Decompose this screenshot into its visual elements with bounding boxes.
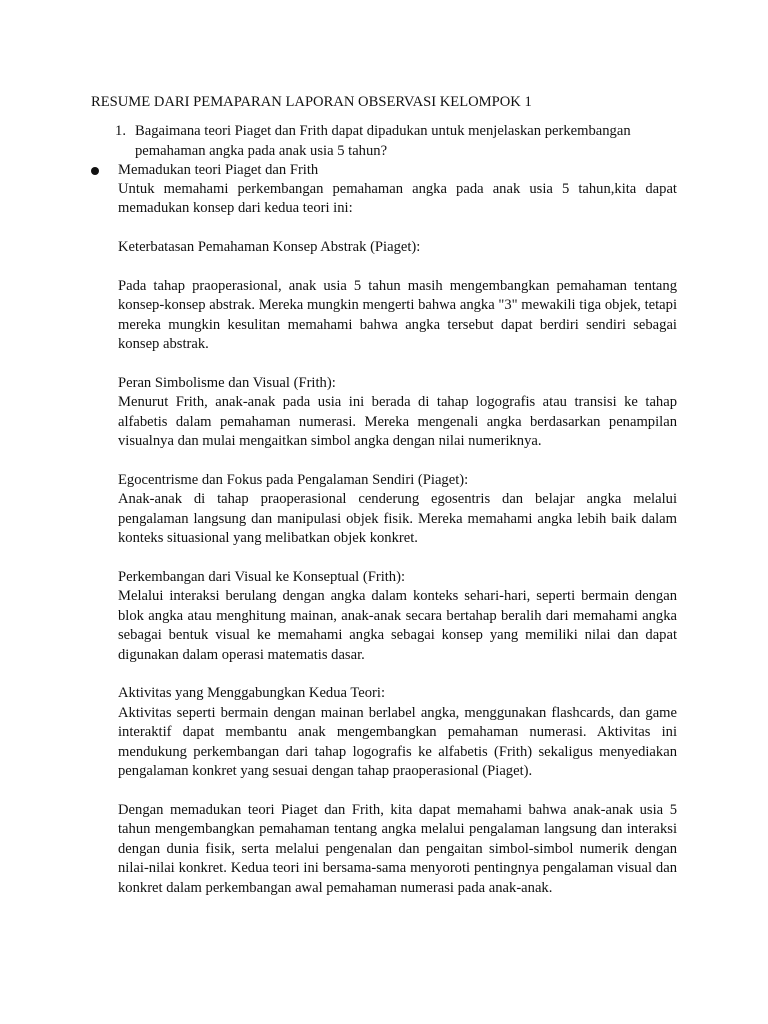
section-body: Anak-anak di tahap praoperasional cenderung egosentris dan belajar angka melalui pengalaman langsung dan manipulasi objek fisik. Mereka memahami angka lebih baik dalam konteks situasional yang melibatkan objek konkret. [118, 491, 677, 547]
document-title: RESUME DARI PEMAPARAN LAPORAN OBSERVASI KELOMPOK 1 [91, 94, 532, 110]
bullet-icon [91, 167, 99, 175]
section-body: Pada tahap praoperasional, anak usia 5 tahun masih mengembangkan pemahaman tentang konsep-konsep abstrak. Mereka mungkin mengerti bahwa angka "3" mewakili tiga objek, tetapi mereka mungkin kesulitan memahami bahwa angka tersebut dapat berdiri sendiri sebagai konsep abstrak. [118, 278, 677, 353]
section-heading: Egocentrisme dan Fokus pada Pengalaman Sendiri (Piaget): [118, 472, 469, 489]
bullet-item [91, 161, 681, 181]
section-heading: Aktivitas yang Menggabungkan Kedua Teori: [118, 685, 386, 702]
conclusion-paragraph: Dengan memadukan teori Piaget dan Frith, kita dapat memahami bahwa anak-anak usia 5 tahun mengembangkan pemahaman tentang angka melalui pengalaman langsung dan interaksi dengan dunia fisik, serta melalui pengenalan dan pengaitan simbol-simbol numerik dengan nilai-nilai konkret. Kedua teori ini bersama-sama menyoroti pentingnya pengalaman visual dan konkret dalam perkembangan awal pemahaman numerasi pada anak-anak. [118, 801, 677, 896]
section-heading: Peran Simbolisme dan Visual (Frith): [118, 375, 336, 392]
numbered-list [91, 122, 681, 161]
section-body: Menurut Frith, anak-anak pada usia ini berada di tahap logografis atau transisi ke tahap alfabetis dalam pemahaman numerasi. Mereka mengenali angka berdasarkan penampilan visualnya dan mulai mengaitkan simbol angka dengan nilai numeriknya. [118, 394, 677, 450]
intro-paragraph: Untuk memahami perkembangan pemahaman angka pada anak usia 5 tahun,kita dapat memadukan konsep dari kedua teori ini: [118, 181, 677, 217]
document-body [118, 180, 677, 898]
section-body: Aktivitas seperti bermain dengan mainan berlabel angka, menggunakan flashcards, dan game interaktif dapat membantu anak mengembangkan pemahaman numerasi. Aktivitas ini mendukung perkembangan dari tahap logografis ke alfabetis (Frith) sekaligus menyediakan pengalaman konkret yang sesuai dengan tahap praoperasional (Piaget). [118, 704, 677, 780]
list-item [91, 122, 681, 161]
section-heading: Perkembangan dari Visual ke Konseptual (Frith): [118, 569, 406, 586]
list-number: 1. [115, 123, 126, 139]
bullet-heading: Memadukan teori Piaget dan Frith [118, 162, 319, 178]
question-text: Bagaimana teori Piaget dan Frith dapat dipadukan untuk menjelaskan perkembangan pemahaman angka pada anak usia 5 tahun? [135, 123, 631, 159]
section-body: Melalui interaksi berulang dengan angka dalam konteks sehari-hari, seperti bermain dengan blok angka atau menghitung mainan, anak-anak secara bertahap beralih dari memahami angka sebagai bentuk visual ke memahami angka sebagai konsep yang memiliki nilai dan dapat digunakan dalam operasi matematis dasar. [118, 588, 677, 663]
section-heading: Keterbatasan Pemahaman Konsep Abstrak (Piaget): [118, 239, 421, 256]
